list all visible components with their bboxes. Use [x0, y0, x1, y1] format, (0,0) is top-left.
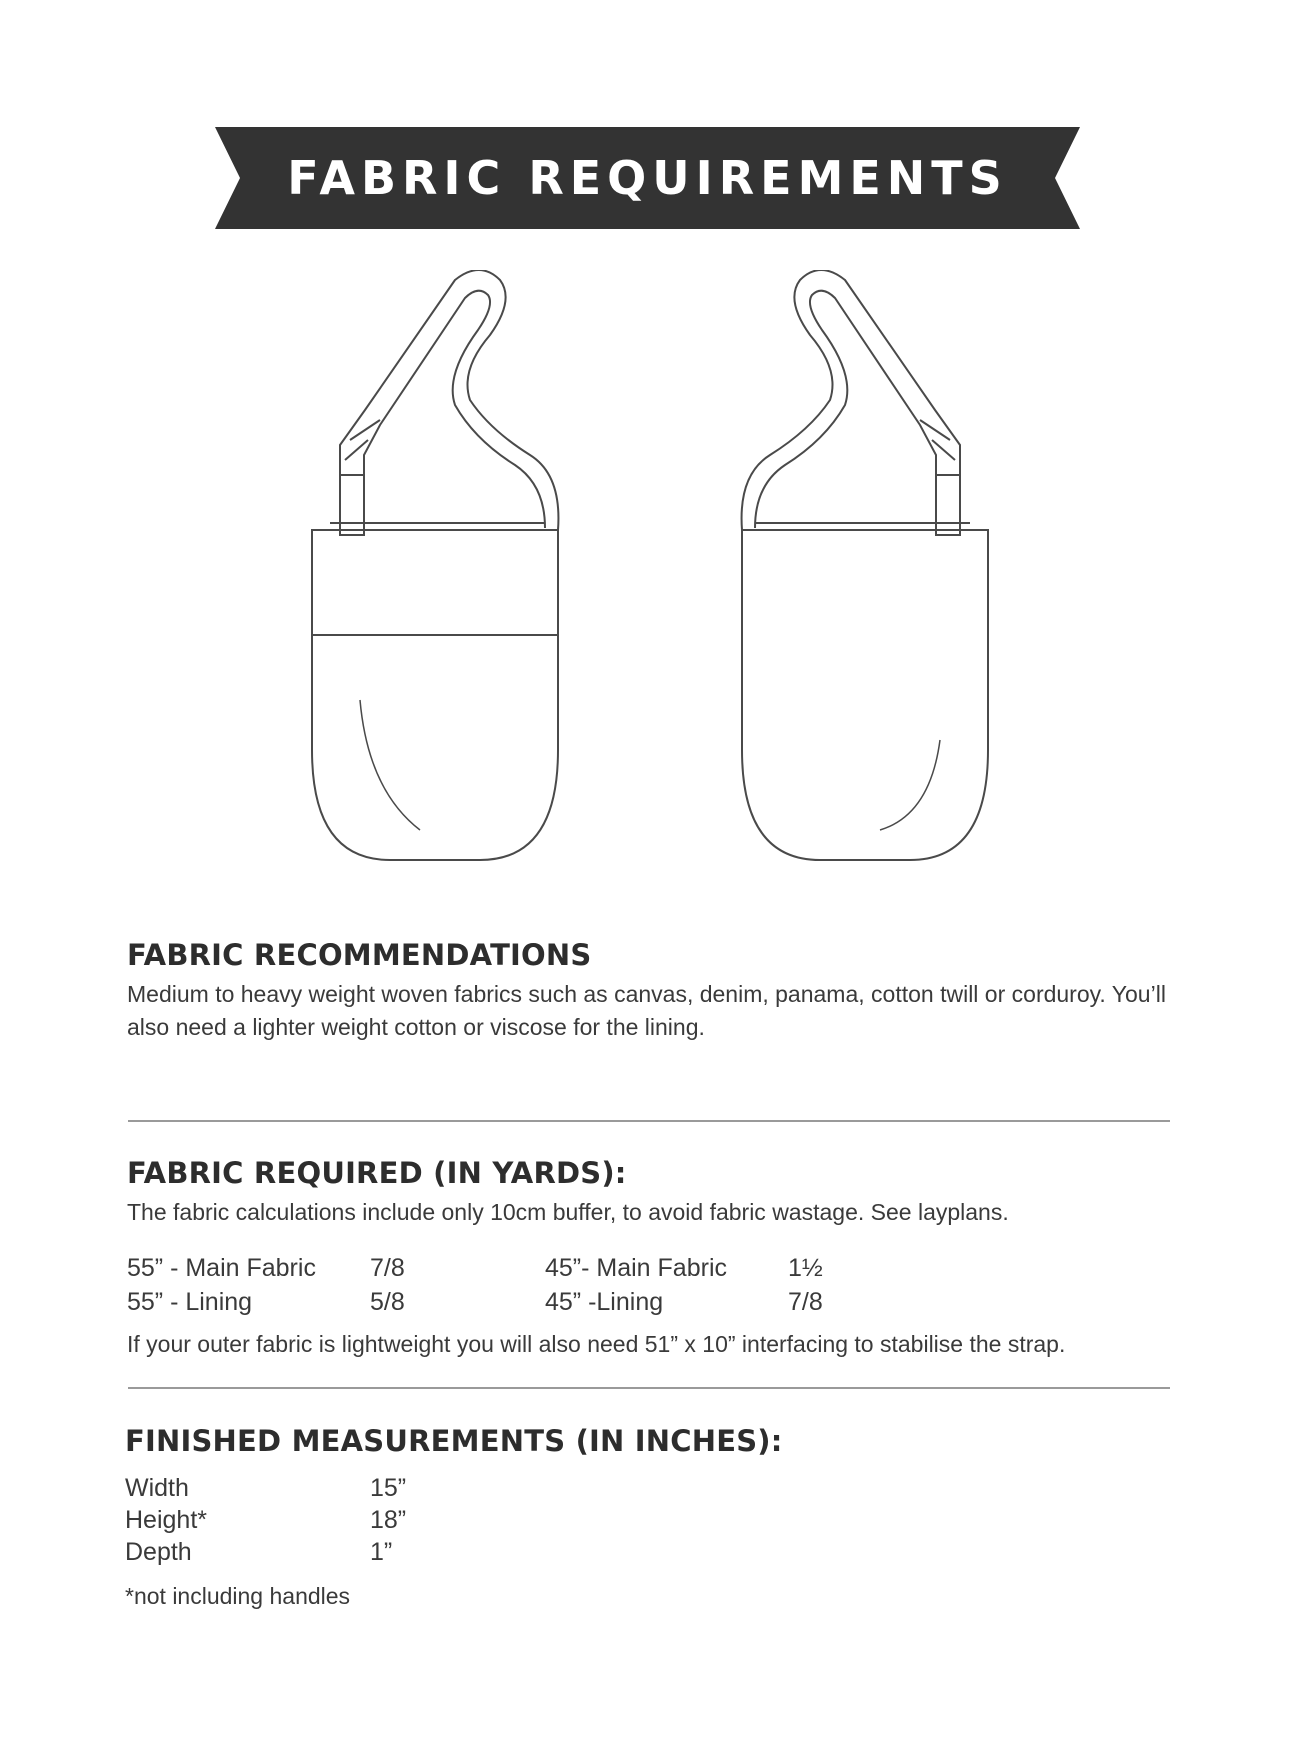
row1-left-label: 55” - Main Fabric — [127, 1254, 316, 1282]
divider — [128, 1387, 1170, 1389]
measurement-label-depth: Depth — [125, 1538, 192, 1566]
row2-right-label: 45” -Lining — [545, 1288, 664, 1316]
interfacing-note: If your outer fabric is lightweight you will also need 51” x 10” interfacing to stabilise the strap. — [127, 1331, 1066, 1357]
row2-left-value: 5/8 — [370, 1288, 405, 1316]
bag-back-illustration — [742, 270, 988, 860]
measurement-label-height: Height* — [125, 1506, 207, 1534]
recommendations-line-2: also need a lighter weight cotton or viscose for the lining. — [127, 1014, 705, 1040]
row2-right-value: 7/8 — [788, 1288, 823, 1316]
row1-left-value: 7/8 — [370, 1254, 405, 1282]
measurement-label-width: Width — [125, 1474, 189, 1502]
bag-front-illustration — [312, 270, 558, 860]
recommendations-heading: FABRIC RECOMMENDATIONS — [127, 938, 592, 972]
row1-right-label: 45”- Main Fabric — [545, 1254, 727, 1282]
row1-right-value: 1½ — [788, 1254, 823, 1282]
measurements-heading: FINISHED MEASUREMENTS (IN INCHES): — [125, 1424, 783, 1458]
row2-left-label: 55” - Lining — [127, 1288, 253, 1316]
recommendations-line-1: Medium to heavy weight woven fabrics such as canvas, denim, panama, cotton twill or corduroy. You’ll — [127, 981, 1166, 1007]
title-banner — [215, 127, 1080, 229]
page-title: FABRIC REQUIREMENTS — [287, 151, 1008, 205]
measurement-value-depth: 1” — [370, 1538, 393, 1566]
bag-illustrations — [300, 270, 1000, 875]
measurements-footnote: *not including handles — [125, 1583, 351, 1609]
divider — [128, 1120, 1170, 1122]
measurement-value-height: 18” — [370, 1506, 407, 1534]
measurement-value-width: 15” — [370, 1474, 407, 1502]
required-intro: The fabric calculations include only 10cm buffer, to avoid fabric wastage. See layplans. — [127, 1199, 1009, 1225]
required-heading: FABRIC REQUIRED (IN YARDS): — [127, 1156, 627, 1190]
